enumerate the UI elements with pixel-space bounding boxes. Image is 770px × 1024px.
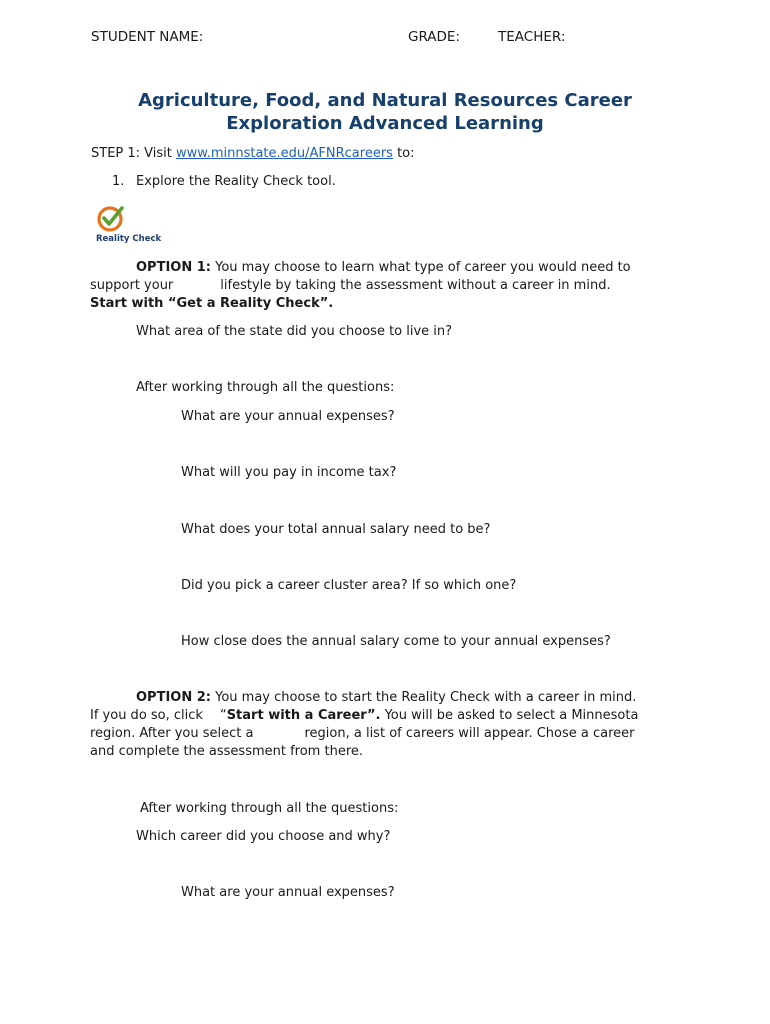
list-item-number: 1. [112, 174, 125, 189]
option1-label: OPTION 1: [136, 260, 211, 275]
option1-text-line1: You may choose to learn what type of career you would need to [211, 260, 631, 275]
option2-text-line2a: If you do so, click [90, 708, 203, 723]
document-title-line2: Exploration Advanced Learning [226, 113, 544, 134]
option1-start-instruction: Start with “Get a Reality Check”. [90, 296, 334, 311]
option2-open-quote: “ [219, 708, 227, 723]
question-annual-salary: What does your total annual salary need to be? [181, 522, 491, 537]
question-salary-vs-expenses: How close does the annual salary come to your annual expenses? [181, 634, 611, 649]
reality-check-logo-label: Reality Check [96, 234, 162, 244]
question-annual-expenses: What are your annual expenses? [181, 409, 395, 424]
question-income-tax: What will you pay in income tax? [181, 465, 397, 480]
question-annual-expenses-2: What are your annual expenses? [181, 885, 395, 900]
option1-paragraph [90, 259, 680, 313]
option2-text-line4: and complete the assessment from there. [90, 744, 364, 759]
option2-text-line1: You may choose to start the Reality Check with a career in mind. [211, 690, 637, 705]
option2-start-instruction: Start with a Career”. [226, 708, 381, 723]
teacher-label: TEACHER: [498, 29, 566, 45]
step1-instruction [91, 145, 415, 163]
option1-text-line2a: support your [90, 278, 174, 293]
option2-text-line3a: region. After you select a [90, 726, 254, 741]
option2-text-line2b: You will be asked to select a Minnesota [380, 708, 639, 723]
student-name-label: STUDENT NAME: [91, 29, 204, 45]
afnr-careers-link[interactable]: www.minnstate.edu/AFNRcareers [176, 146, 393, 161]
option2-label: OPTION 2: [136, 690, 211, 705]
option2-text-line3b: region, a list of careers will appear. Chose a career [304, 726, 635, 741]
after-questions-label: After working through all the questions: [136, 380, 395, 395]
grade-label: GRADE: [408, 29, 461, 45]
checkmark-circle-icon [96, 204, 126, 234]
step1-suffix: to: [392, 146, 415, 161]
question-area-of-state: What area of the state did you choose to live in? [136, 324, 453, 339]
list-item-explore-reality-check: Explore the Reality Check tool. [136, 174, 336, 189]
question-which-career: Which career did you choose and why? [136, 829, 391, 844]
step1-prefix: STEP 1: Visit [91, 146, 176, 161]
question-career-cluster: Did you pick a career cluster area? If so which one? [181, 578, 517, 593]
option2-paragraph [90, 689, 680, 761]
after-questions-label-2: After working through all the questions: [140, 801, 399, 816]
option1-text-line2b: lifestyle by taking the assessment without a career in mind. [220, 278, 611, 293]
reality-check-logo [96, 204, 162, 246]
document-title-line1: Agriculture, Food, and Natural Resources Career [138, 90, 632, 111]
